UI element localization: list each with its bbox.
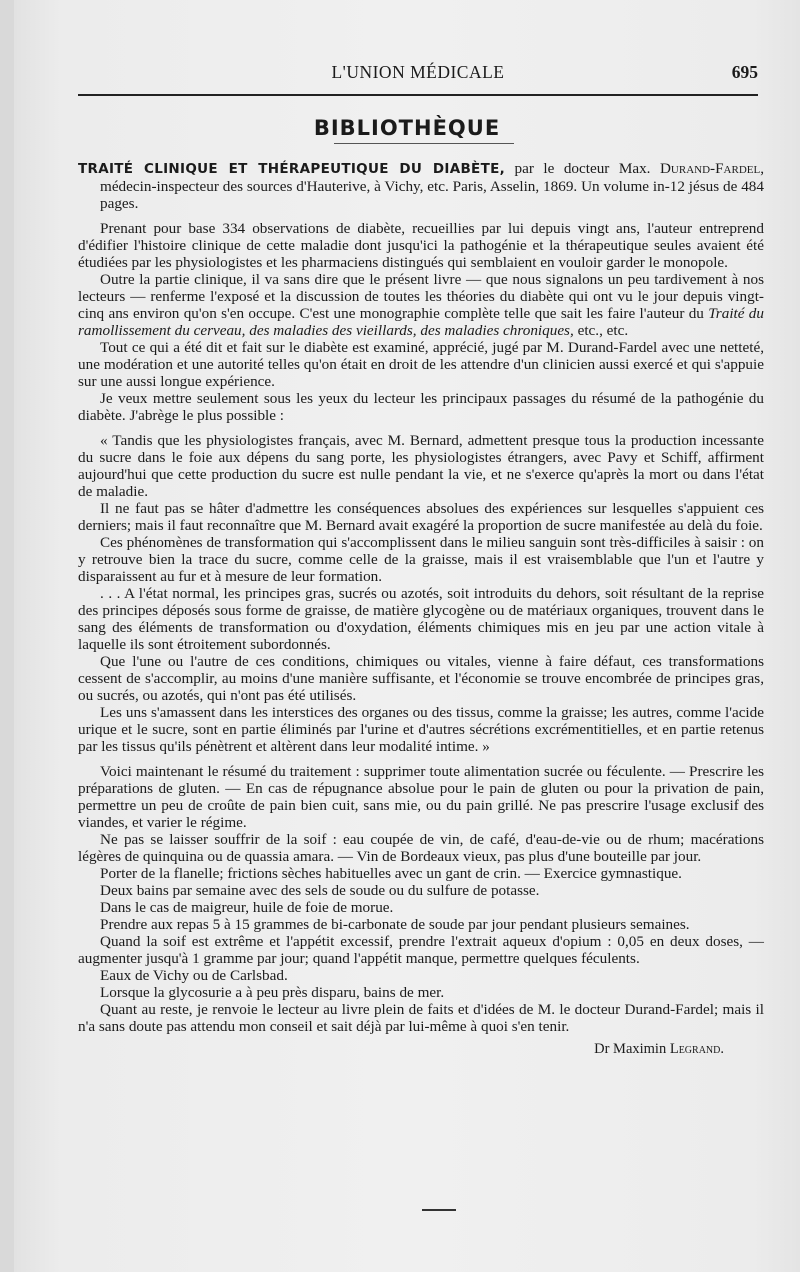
page-header [78,62,758,86]
book-text-before-author: par le docteur Max. [505,160,660,177]
signature-prefix: Dr Maximin [594,1041,670,1057]
closing-paragraph: Quant au reste, je renvoie le lecteur au livre plein de faits et d'idées de M. le docteur Durand-Fardel; mais il n'a sans doute pas attendu mon conseil et sait déjà par lui-même à quoi s'en tenir. [78,1001,764,1035]
treatment-paragraph: Dans le cas de maigreur, huile de foie de morue. [100,899,394,916]
running-title: L'UNION MÉDICALE [331,62,505,82]
paragraph: Je veux mettre seulement sous les yeux du lecteur les principaux passages du résumé de la pathogénie du diabète. J'abrège le plus possible : [78,390,764,424]
treatment-paragraph: Ne pas se laisser souffrir de la soif : eau coupée de vin, de café, d'eau-de-vie ou de rhum; macérations légères de quinquina ou de quassia amara. — Vin de Bordeaux vieux, pas plus d'une bouteille par jour. [78,831,764,865]
quote-paragraph: Ces phénomènes de transformation qui s'accomplissent dans le milieu sanguin sont très-difficiles à saisir : on y retrouve bien la trace du sucre, comme celle de la graisse, mais il est vraisemblable que l'un et l'autre y disparaissent au fur et à mesure de leur formation. [78,534,764,585]
quote-paragraph: « Tandis que les physiologistes français, avec M. Bernard, admettent presque tous la production incessante du sucre dans le foie aux dépens du sang porte, les physiologistes étrangers, avec Pavy et Schiff, affirment aujourd'hui que cette production du sucre est nulle pendant la vie, et ne s'exerce qu'après la mort ou dans l'état de maladie. [78,432,764,500]
treatment-paragraph: Porter de la flanelle; frictions sèches habituelles avec un gant de crin. — Exercice gymnastique. [100,865,682,882]
book-titles-italic: Traité du ramollissement du cerveau, des maladies des vieillards, des maladies chroniques, [78,305,764,339]
treatment-paragraph: Deux bains par semaine avec des sels de soude ou du sulfure de potasse. [100,882,540,899]
treatment-paragraph: Lorsque la glycosurie a à peu près disparu, bains de mer. [100,984,445,1001]
paragraph: Prenant pour base 334 observations de diabète, recueillies par lui depuis vingt ans, l'auteur entreprend d'édifier l'histoire clinique de cette maladie dont jusqu'ici la pathogénie et la thérapeutique seules avaient été étudiées par les physiologistes et les pharmaciens distingués qui semblaient en vouloir garder le monopole. [78,220,764,271]
signature [78,1041,764,1058]
header-rule [78,94,758,96]
signature-name: Legrand. [669,1041,724,1057]
quote-paragraph: Les uns s'amassent dans les interstices des organes ou des tissus, comme la graisse; les autres, comme l'acide urique et le sucre, sont en partie éliminés par l'urine et d'autres sécrétions excrémentitielles, et en partie retenus par les tissus qu'ils pénètrent et altèrent dans leur modalité intime. » [78,704,764,755]
treatment-paragraph: Voici maintenant le résumé du traitement : supprimer toute alimentation sucrée ou féculente. — Prescrire les préparations de gluten. — En cas de répugnance absolue pour le pain de gluten ou pour la privation de pain, permettre un peu de croûte de pain bien cuit, sans mie, ou du pain grillé. Ne pas prescrire l'usage exclusif des viandes, et varier le régime. [78,763,764,831]
book-details: médecin-inspecteur des sources d'Hauterive, à Vichy, etc. Paris, Asselin, 1869. Un volume in-12 jésus de 484 pages. [100,178,764,212]
treatment-paragraph: Prendre aux repas 5 à 15 grammes de bi-carbonate de soude par jour pendant plusieurs semaines. [100,916,690,933]
paragraph-text: Outre la partie clinique, il va sans dire que le présent livre — que nous signalons un peu tardivement à nos lecteurs — renferme l'exposé et la discussion de toutes les théories du diabète qui ont vu le jour depuis vingt-cinq ans environ qu'on s'en occupe. C'est une monographie complète telle que sait les faire l'auteur du [78,271,764,322]
quote-paragraph: . . . A l'état normal, les principes gras, sucrés ou azotés, soit introduits du dehors, soit résultant de la reprise des principes déposés sous forme de graisse, de matière glycogène ou de matériaux organiques, trouvent dans le sang des éléments de transformation ou d'oxydation, éléments chimiques mis en jeu par une action vitale à laquelle ils sont étroitement subordonnés. [78,585,764,653]
book-title: TRAITÉ CLINIQUE ET THÉRAPEUTIQUE DU DIABÈTE, [78,161,506,177]
quote-paragraph: Que l'une ou l'autre de ces conditions, chimiques ou vitales, vienne à faire défaut, ces transformations cessent de s'accomplir, au moins d'une manière suffisante, et l'économie se trouve encombrée de principes gras, ou sucrés, ou azotés, qui n'ont pas été utilisés. [78,653,764,704]
page-number: 695 [731,62,758,82]
paragraph [78,271,764,339]
book-reference [78,160,764,212]
quote-paragraph: Il ne faut pas se hâter d'admettre les conséquences absolues des expériences sur lesquelles s'appuient ces derniers; mais il faut reconnaître que M. Bernard avait exagéré la proportion de sucre manifestée au delà du foie. [78,500,764,534]
book-author: Durand-Fardel, [659,160,765,177]
paragraph: Tout ce qui a été dit et fait sur le diabète est examiné, apprécié, jugé par M. Durand-Fardel avec une netteté, une modération et une autorité telles qu'on était en droit de les attendre d'un clinicien aussi exercé et qui s'appuie sur une aussi longue expérience. [78,339,764,390]
treatment-paragraph: Eaux de Vichy ou de Carlsbad. [100,967,288,984]
title-rule [334,143,514,144]
article-body [78,152,764,1058]
section-title: BIBLIOTHÈQUE [313,116,501,140]
footer-rule [422,1209,456,1211]
treatment-paragraph: Quand la soif est extrême et l'appétit excessif, prendre l'extrait aqueux d'opium : 0,05 en deux doses, — augmenter jusqu'à 1 gramme par jour; quand l'appétit manque, permettre quelques féculents. [78,933,764,967]
paragraph-text: etc., etc. [573,322,629,339]
page [14,0,800,1272]
